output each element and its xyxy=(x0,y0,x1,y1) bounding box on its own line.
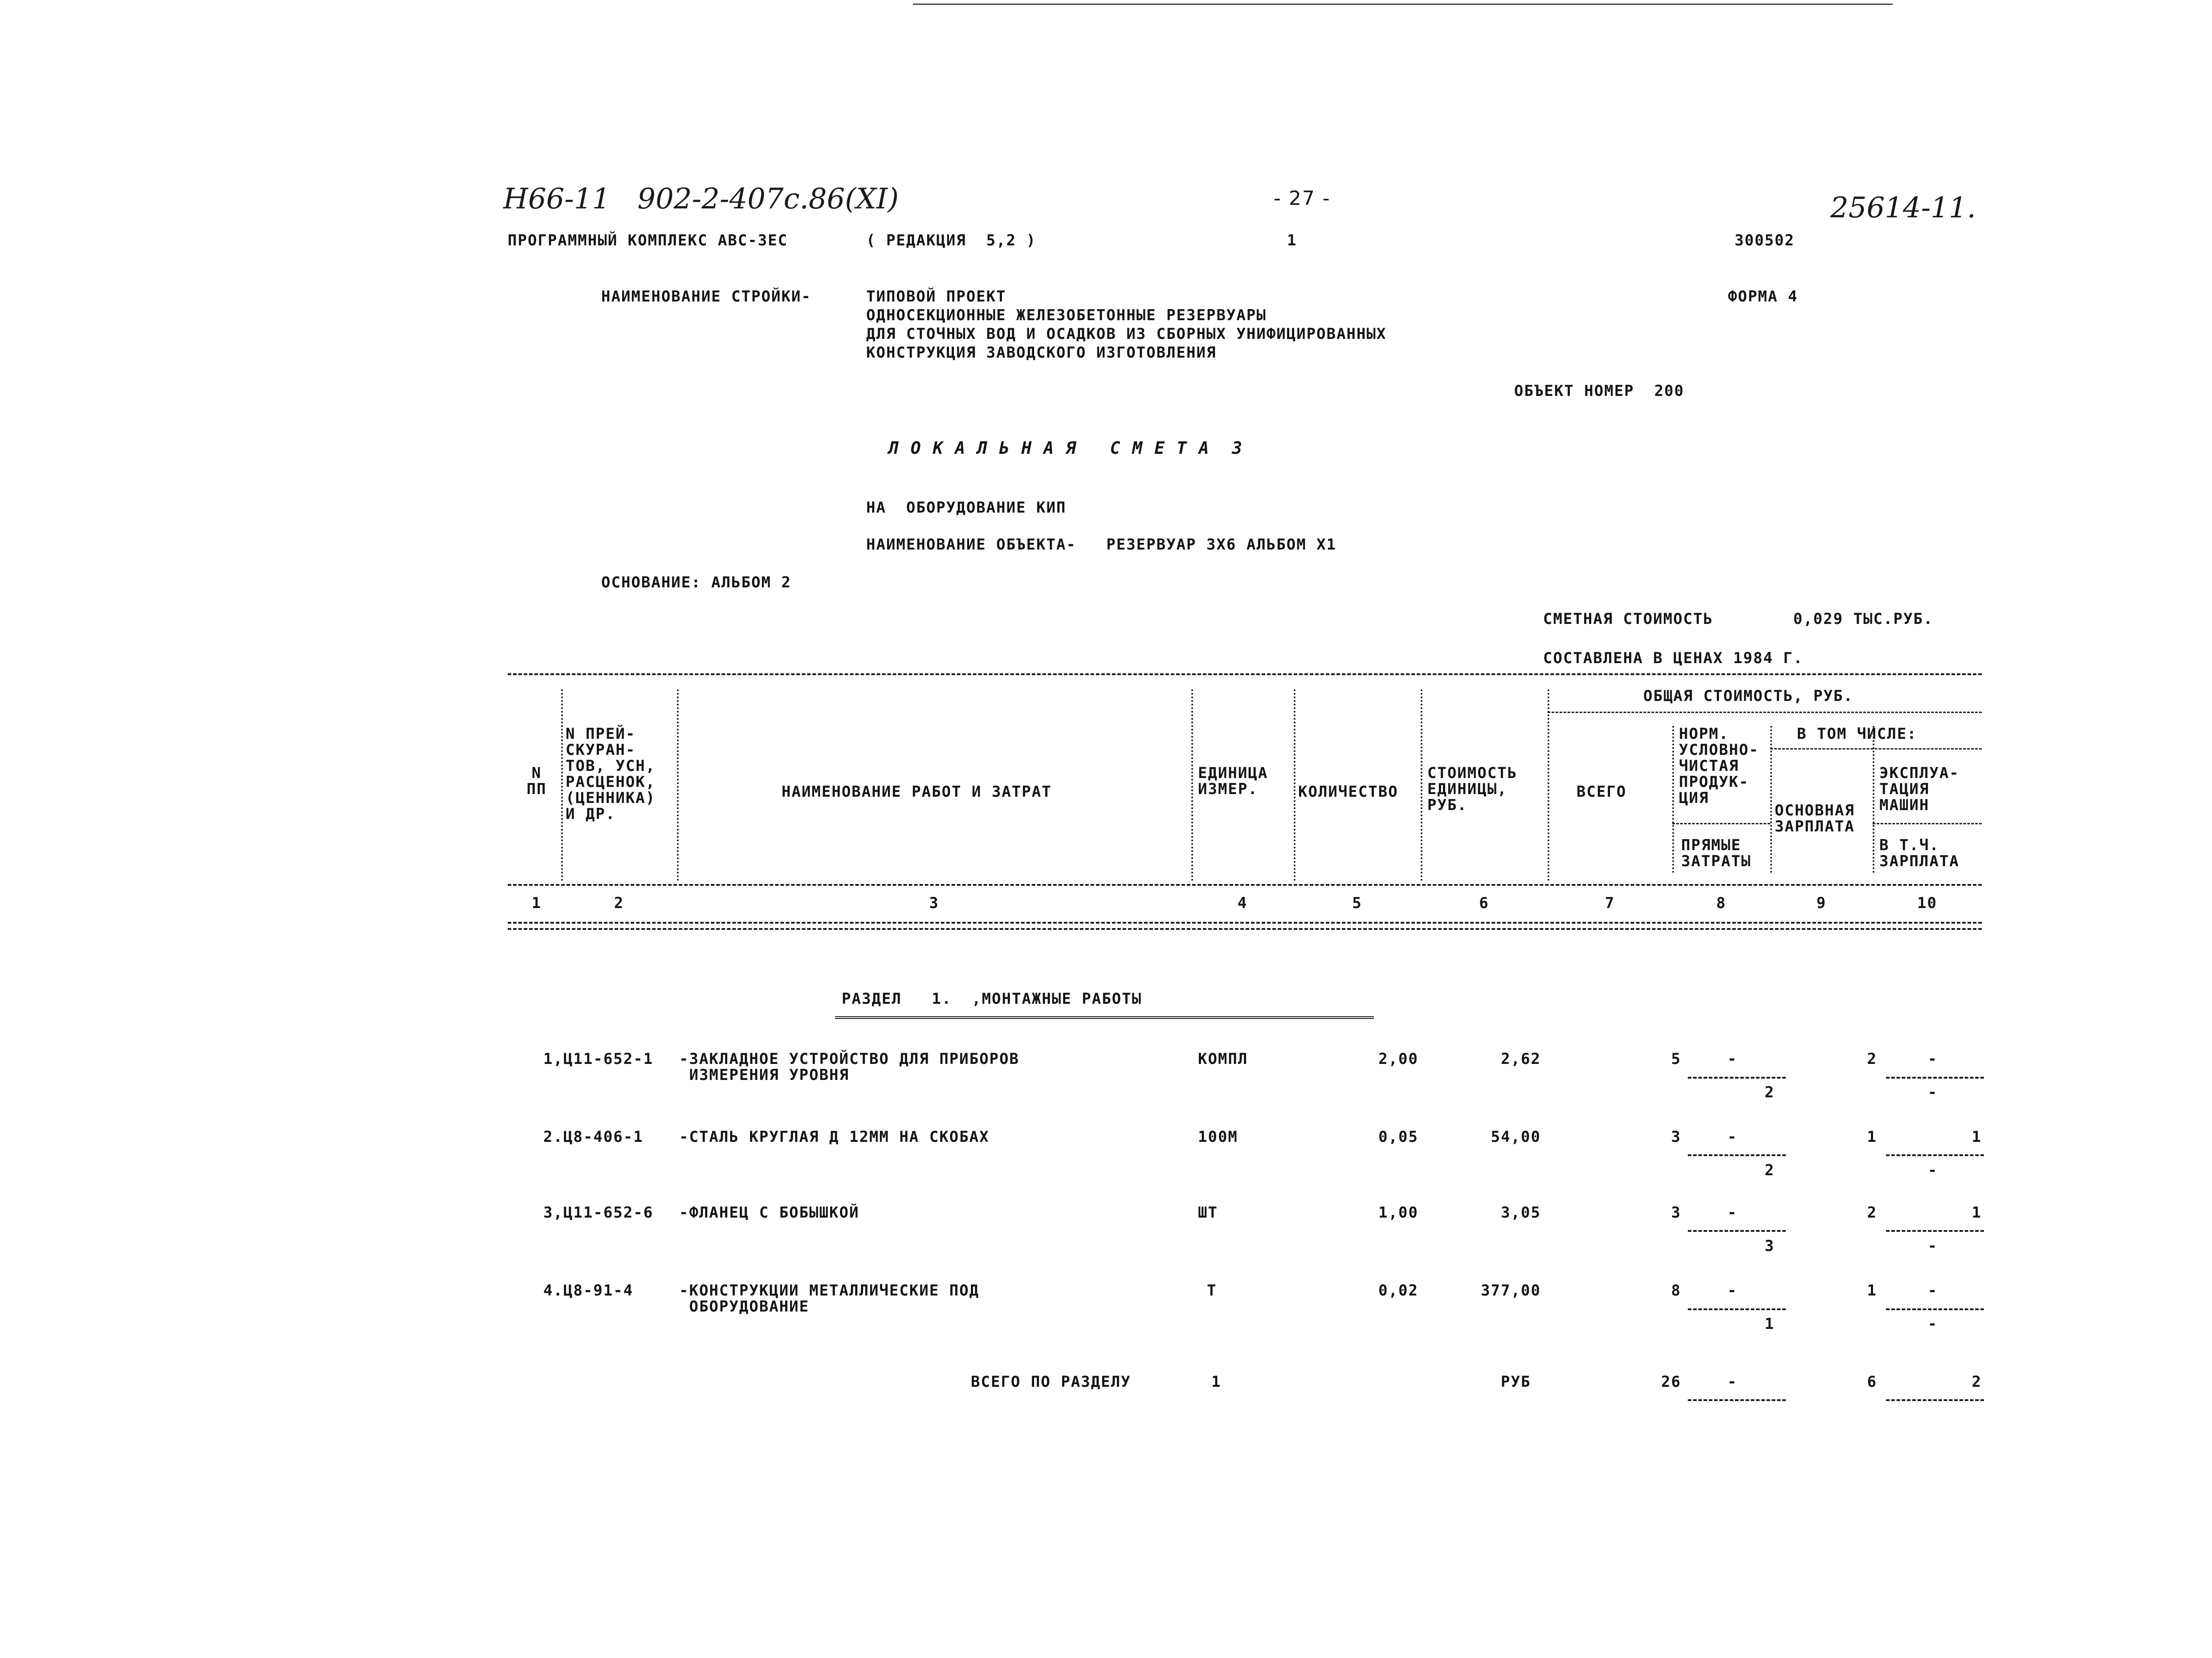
document-code: 300502 xyxy=(1735,232,1795,249)
th-name: НАИМЕНОВАНИЕ РАБОТ И ЗАТРАТ xyxy=(782,783,1052,801)
row-norm: - xyxy=(1727,1050,1738,1068)
th-unit-cost: СТОИМОСТЬ ЕДИНИЦЫ, РУБ. xyxy=(1427,764,1518,814)
total-label: ВСЕГО ПО РАЗДЕЛУ xyxy=(971,1373,1131,1391)
scan-artifact-top xyxy=(913,4,1893,5)
th-quantity: КОЛИЧЕСТВО xyxy=(1298,783,1398,801)
row-mach-wage: - xyxy=(1927,1315,1938,1333)
col-separator xyxy=(561,689,563,881)
col-number: 9 xyxy=(1816,894,1827,912)
row-unit: 100М xyxy=(1198,1128,1238,1146)
row-qty: 0,02 xyxy=(1378,1282,1418,1300)
row-norm-rule xyxy=(1688,1230,1786,1232)
row-mach-wage: - xyxy=(1927,1161,1938,1179)
row-price: 54,00 xyxy=(1491,1128,1541,1146)
th-code: N ПРЕЙ- СКУРАН- ТОВ, УСН, РАСЦЕНОК, (ЦЕННИКА) И ДР. xyxy=(566,725,656,823)
row-mach-rule xyxy=(1886,1154,1984,1156)
row-price: 377,00 xyxy=(1481,1282,1541,1300)
mach-rule xyxy=(1873,823,1982,824)
handwritten-code-right: 25614-11. xyxy=(1830,191,1976,224)
row-total: 5 xyxy=(1671,1050,1681,1068)
row-code: 1,Ц11-652-1 xyxy=(543,1050,654,1068)
row-norm-rule xyxy=(1688,1154,1786,1156)
estimate-heading: Л О К А Л Ь Н А Я С М Е Т А 3 xyxy=(888,438,1243,458)
header-mid-rule xyxy=(508,884,1982,886)
row-wage: 2 xyxy=(1867,1204,1877,1222)
price-level: СОСТАВЛЕНА В ЦЕНАХ 1984 Г. xyxy=(1543,649,1804,667)
project-line-3: ДЛЯ СТОЧНЫХ ВОД И ОСАДКОВ ИЗ СБОРНЫХ УНИФИЦИРОВАННЫХ xyxy=(866,325,1387,343)
row-norm: - xyxy=(1727,1282,1738,1300)
col-number: 5 xyxy=(1352,894,1362,912)
total-norm-rule xyxy=(1688,1399,1786,1401)
th-unit: ЕДИНИЦА ИЗМЕР. xyxy=(1198,764,1268,798)
row-mach-rule xyxy=(1886,1230,1984,1232)
col-separator xyxy=(677,689,679,881)
basis: ОСНОВАНИЕ: АЛЬБОМ 2 xyxy=(601,574,791,591)
th-including: В ТОМ ЧИСЛЕ: xyxy=(1797,725,1917,743)
row-name: -ФЛАНЕЦ С БОБЫШКОЙ xyxy=(679,1204,860,1222)
row-mach-rule xyxy=(1886,1308,1984,1310)
col-separator xyxy=(1548,689,1549,881)
col-separator xyxy=(1294,689,1295,881)
col-number: 8 xyxy=(1716,894,1727,912)
th-base-wage: ОСНОВНАЯ ЗАРПЛАТА xyxy=(1775,802,1855,835)
row-wage: 1 xyxy=(1867,1128,1877,1146)
th-direct: ПРЯМЫЕ ЗАТРАТЫ xyxy=(1681,836,1752,870)
row-unit: КОМПЛ xyxy=(1198,1050,1248,1068)
row-total: 8 xyxy=(1671,1282,1681,1300)
sheet-number: 1 xyxy=(1287,232,1297,249)
edition: ( РЕДАКЦИЯ 5,2 ) xyxy=(866,232,1036,249)
project-line-4: КОНСТРУКЦИЯ ЗАВОДСКОГО ИЗГОТОВЛЕНИЯ xyxy=(866,344,1217,362)
row-name: -ЗАКЛАДНОЕ УСТРОЙСТВО ДЛЯ ПРИБОРОВ ИЗМЕРЕНИЯ УРОВНЯ xyxy=(679,1050,1019,1084)
row-mach: - xyxy=(1927,1282,1938,1300)
estimate-cost: СМЕТНАЯ СТОИМОСТЬ 0,029 ТЫС.РУБ. xyxy=(1543,610,1934,628)
section-title: РАЗДЕЛ 1. ,МОНТАЖНЫЕ РАБОТЫ xyxy=(842,990,1142,1008)
project-line-2: ОДНОСЕКЦИОННЫЕ ЖЕЛЕЗОБЕТОННЫЕ РЕЗЕРВУАРЫ xyxy=(866,306,1267,324)
th-machine-wage: В Т.Ч. ЗАРПЛАТА xyxy=(1879,836,1959,870)
section-underline xyxy=(835,1016,1374,1019)
row-mach: 1 xyxy=(1972,1204,1982,1222)
col-separator xyxy=(1421,689,1422,881)
project-label: НАИМЕНОВАНИЕ СТРОЙКИ- xyxy=(601,288,811,306)
row-norm: - xyxy=(1727,1128,1738,1146)
handwritten-code-left: Н66-11 902-2-407с.86(XI) xyxy=(503,183,899,216)
row-mach-wage: - xyxy=(1927,1237,1938,1255)
row-wage: 2 xyxy=(1867,1050,1877,1068)
th-machines: ЭКСПЛУА- ТАЦИЯ МАШИН xyxy=(1879,764,1959,814)
th-num: N ПП xyxy=(526,764,547,798)
total-mach: 2 xyxy=(1972,1373,1982,1391)
total-unit: РУБ xyxy=(1501,1373,1531,1391)
col-number: 3 xyxy=(929,894,939,912)
row-total: 3 xyxy=(1671,1204,1681,1222)
incl-rule xyxy=(1770,748,1982,750)
header-bottom-rule-2 xyxy=(508,928,1982,930)
col-number: 2 xyxy=(614,894,624,912)
col-number: 10 xyxy=(1917,894,1937,912)
row-total: 3 xyxy=(1671,1128,1681,1146)
row-mach: 1 xyxy=(1972,1128,1982,1146)
row-norm-rule xyxy=(1688,1308,1786,1310)
col-separator xyxy=(1191,689,1193,881)
row-name: -СТАЛЬ КРУГЛАЯ Д 12ММ НА СКОБАХ xyxy=(679,1128,990,1146)
th-norm: НОРМ. УСЛОВНО- ЧИСТАЯ ПРОДУК- ЦИЯ xyxy=(1679,725,1759,807)
norm-rule xyxy=(1672,823,1770,824)
row-code: 4.Ц8-91-4 xyxy=(543,1282,634,1300)
col-number: 1 xyxy=(531,894,542,912)
row-mach-wage: - xyxy=(1927,1084,1938,1101)
row-mach: - xyxy=(1927,1050,1938,1068)
row-direct: 2 xyxy=(1764,1084,1775,1101)
row-direct: 3 xyxy=(1764,1237,1775,1255)
total-wage: 6 xyxy=(1867,1373,1877,1391)
col-number: 7 xyxy=(1605,894,1615,912)
row-wage: 1 xyxy=(1867,1282,1877,1300)
total-cost-rule xyxy=(1548,712,1982,713)
page-number: - 27 - xyxy=(1274,187,1331,210)
row-qty: 0,05 xyxy=(1378,1128,1418,1146)
row-code: 3,Ц11-652-6 xyxy=(543,1204,654,1222)
row-unit: Т xyxy=(1207,1282,1217,1300)
col-separator xyxy=(1672,726,1674,873)
header-bottom-rule xyxy=(508,922,1982,924)
row-unit: ШТ xyxy=(1198,1204,1218,1222)
header-top-rule xyxy=(508,673,1982,675)
total-mach-rule xyxy=(1886,1399,1984,1401)
row-norm-rule xyxy=(1688,1077,1786,1079)
th-total: ВСЕГО xyxy=(1577,783,1627,801)
total-section-number: 1 xyxy=(1211,1373,1222,1391)
col-number: 6 xyxy=(1479,894,1489,912)
project-line-1: ТИПОВОЙ ПРОЕКТ xyxy=(866,288,1006,306)
row-qty: 1,00 xyxy=(1378,1204,1418,1222)
object-name: НАИМЕНОВАНИЕ ОБЪЕКТА- РЕЗЕРВУАР 3Х6 АЛЬБОМ Х1 xyxy=(866,536,1337,554)
row-name: -КОНСТРУКЦИИ МЕТАЛЛИЧЕСКИЕ ПОД ОБОРУДОВАНИЕ xyxy=(679,1282,980,1316)
total-norm: - xyxy=(1727,1373,1738,1391)
row-code: 2.Ц8-406-1 xyxy=(543,1128,644,1146)
row-direct: 1 xyxy=(1764,1315,1775,1333)
row-norm: - xyxy=(1727,1204,1738,1222)
row-price: 2,62 xyxy=(1501,1050,1541,1068)
th-total-cost: ОБЩАЯ СТОИМОСТЬ, РУБ. xyxy=(1643,687,1854,705)
row-mach-rule xyxy=(1886,1077,1984,1079)
row-price: 3,05 xyxy=(1501,1204,1541,1222)
total-sum: 26 xyxy=(1661,1373,1681,1391)
col-number: 4 xyxy=(1237,894,1248,912)
object-number: ОБЪЕКТ НОМЕР 200 xyxy=(1514,382,1684,400)
row-qty: 2,00 xyxy=(1378,1050,1418,1068)
estimate-subject: НА ОБОРУДОВАНИЕ КИП xyxy=(866,499,1067,517)
program-name: ПРОГРАММНЫЙ КОМПЛЕКС АВС-ЗЕС xyxy=(508,232,788,249)
row-direct: 2 xyxy=(1764,1161,1775,1179)
form-number: ФОРМА 4 xyxy=(1728,288,1798,306)
